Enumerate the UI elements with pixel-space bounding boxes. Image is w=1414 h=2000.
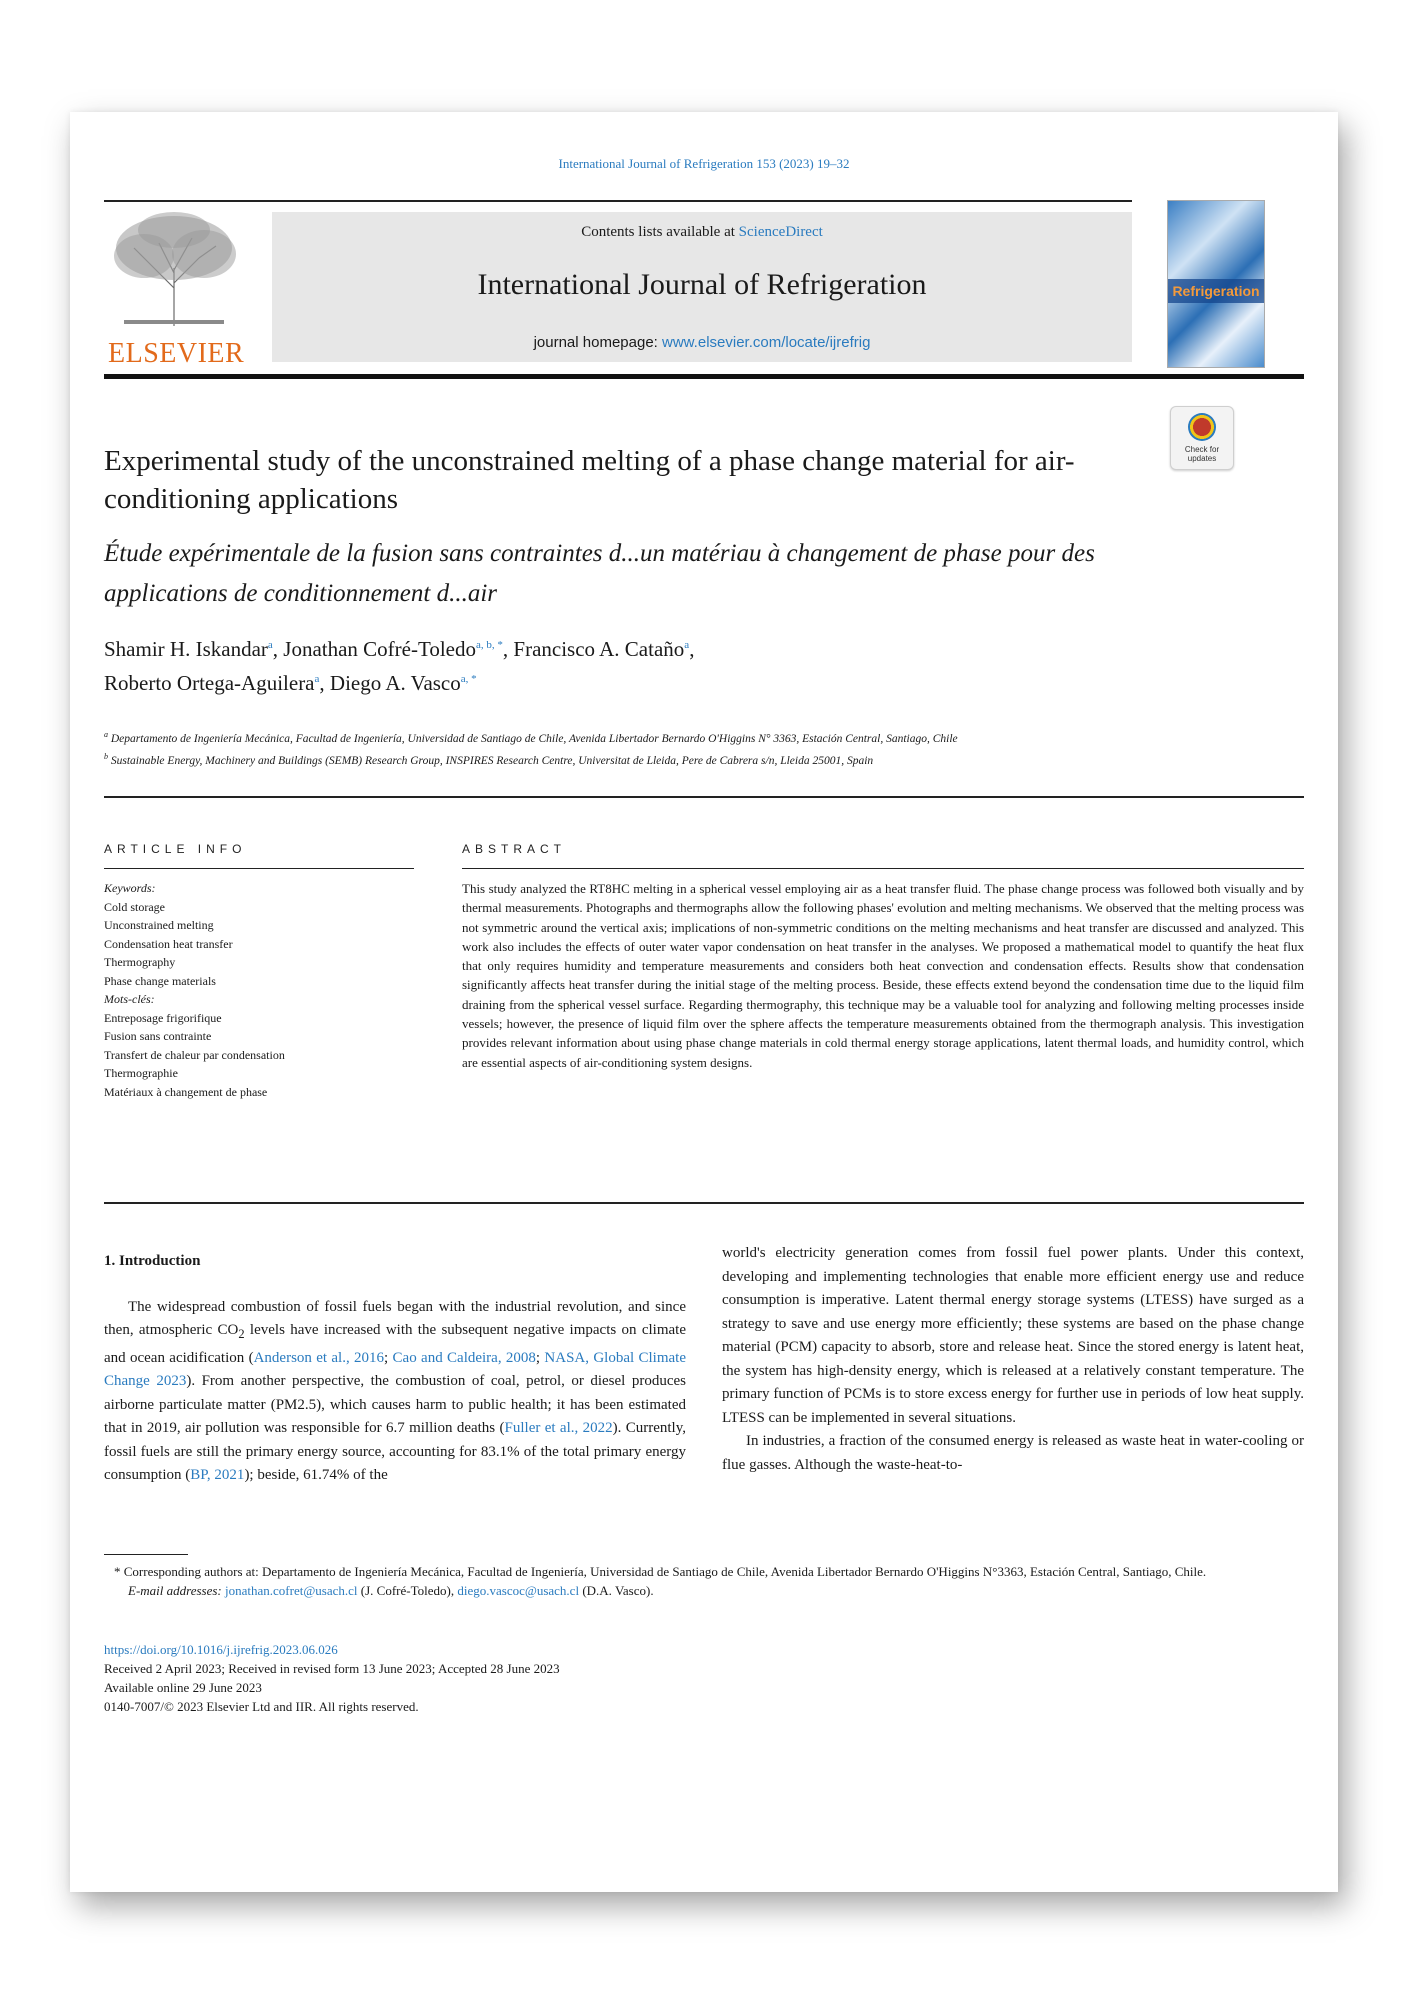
keyword: Unconstrained melting <box>104 918 214 932</box>
cover-title: Refrigeration <box>1172 283 1260 299</box>
author-sep: , <box>502 637 514 661</box>
author-affil-mark[interactable]: a, * <box>460 673 477 685</box>
email-note <box>104 1581 1304 1600</box>
email-owner: (D.A. Vasco). <box>579 1583 654 1598</box>
keyword: Cold storage <box>104 899 165 914</box>
introduction-heading: 1. Introduction <box>104 1253 201 1269</box>
footnote-rule <box>104 1554 188 1555</box>
author-affil-mark[interactable]: a <box>314 673 320 685</box>
journal-homepage <box>272 334 1132 351</box>
elsevier-logo[interactable] <box>104 208 254 370</box>
journal-reference-link[interactable]: International Journal of Refrigeration 153 (2023) 19–32 <box>558 156 850 171</box>
affiliation-text: Sustainable Energy, Machinery and Buildings (SEMB) Research Group, INSPIRES Research Centre, Universitat de Lleida, Pere de Cabrera s/n, Lleida 25001, Spain <box>110 754 874 767</box>
paper-page <box>70 112 1338 1892</box>
intro-paragraph: world's electricity generation comes from fossil fuel power plants. Under this context, developing and implementing technologies that enable more efficient energy use and reduce consumption is imperative. Latent thermal energy storage systems (LTESS) have surged as a strategy to save and use energy more efficiently; these systems are based on the phase change material (PCM) capacity to absorb, store and release heat. Since the stored energy is latent heat, the system has high-density energy, which is released at a relatively constant temperature. The primary function of PCMs is to store excess energy for further use in periods of low heat supply. LTESS can be implemented in several situations. <box>722 1245 1304 1426</box>
affiliation-mark: b <box>104 751 108 761</box>
citation-link[interactable]: NASA, Global Climate Change 2023 <box>104 1349 686 1389</box>
received-dates: Received 2 April 2023; Received in revised form 13 June 2023; Accepted 28 June 2023 <box>104 1661 560 1676</box>
journal-cover-thumbnail[interactable] <box>1167 200 1265 368</box>
corresponding-text: Corresponding authors at: Departamento de Ingeniería Mecánica, Facultad de Ingeniería, Universidad de Santiago de Chile, Avenida Libertador Bernardo O'Higgins N°3363, Estación Central, Santiago, Chile. <box>123 1564 1207 1579</box>
contents-line <box>272 224 1132 241</box>
article-meta <box>104 1640 1304 1716</box>
author-sep: , <box>319 671 330 695</box>
author[interactable]: Jonathan Cofré-Toledo <box>283 637 477 661</box>
publisher-name: ELSEVIER <box>108 338 245 369</box>
email-label: E-mail addresses: <box>128 1583 226 1598</box>
footnotes <box>104 1562 1304 1600</box>
abstract-rule <box>462 868 1304 869</box>
citation-link[interactable]: Anderson et al., 2016 <box>253 1349 385 1366</box>
email-link[interactable]: diego.vascoc@usach.cl <box>457 1583 580 1598</box>
check-for-updates-label: Check for updates <box>1184 445 1220 463</box>
affiliations <box>104 726 1304 770</box>
body-left-column <box>104 1250 686 1488</box>
citation-link[interactable]: Cao and Caldeira, 2008 <box>392 1349 536 1366</box>
abstract <box>462 842 1304 1072</box>
journal-header <box>104 200 1304 370</box>
author-affil-mark[interactable]: a, b, * <box>476 639 503 651</box>
homepage-prefix: journal homepage: <box>533 334 663 351</box>
text-run: levels have increased with the subsequent negative impacts on climate and ocean acidification ( <box>104 1322 686 1366</box>
section-rule <box>104 796 1304 798</box>
keyword: Condensation heat transfer <box>104 936 233 951</box>
keyword: Thermography <box>104 955 176 969</box>
corresponding-note <box>104 1562 1304 1581</box>
header-top-rule <box>104 200 1132 202</box>
author[interactable]: Shamir H. Iskandar <box>104 637 268 661</box>
citation-link[interactable]: Fuller et al., 2022 <box>504 1420 613 1436</box>
article-info-heading: ARTICLE INFO <box>104 842 247 856</box>
footnote-star: * <box>114 1564 124 1579</box>
homepage-link[interactable]: www.elsevier.com/locate/ijrefrig <box>662 334 871 351</box>
abstract-text: This study analyzed the RT8HC melting in a spherical vessel employing air as a heat transfer fluid. The phase change process was followed both visually and by thermal measurements. Photographs and thermographs allow the following phases' evolution and melting mechanisms. We observed that the melting process was not symmetric around the vertical axis; implications of non-symmetric conditions on the melting mechanisms and heat transfer are discussed and analyzed. This work also includes the effects of outer water vapor condensation on heat transfer in the analyses. We proposed a mathematical model to quantify the heat flux that only requires humidity and temperature measurements and considers both heat convection and condensation effects. Results show that condensation significantly affects heat transfer during the initial stage of the melting process. Beside, these effects extend beyond the condensation time due to the liquid film draining from the spherical vessel surface. Regarding thermography, this technique may be a valuable tool for analyzing and following melting processes inside vessels; however, the presence of liquid film over the sphere affects the temperature measurements obtained from the thermograph analysis. This investigation provides relevant information about using phase change materials in cold thermal energy storage applications, latent thermal loads, and humidity control, which are essential aspects of air-conditioning system designs. <box>462 881 1304 1070</box>
author-affil-mark[interactable]: a <box>267 639 273 651</box>
citation-link[interactable]: BP, 2021 <box>190 1467 245 1483</box>
keywords-block <box>104 879 414 1101</box>
author[interactable]: Francisco A. Cataño <box>513 637 685 661</box>
motcle: Transfert de chaleur par condensation <box>104 1047 285 1062</box>
author-list <box>104 630 1204 698</box>
section-rule <box>104 1202 1304 1204</box>
affiliation-text: Departamento de Ingeniería Mecánica, Facultad de Ingeniería, Universidad de Santiago de Chile, Avenida Libertador Bernardo O'Higgins N° 3363, Estación Central, Santiago, Chile <box>110 732 958 745</box>
journal-banner <box>272 212 1132 362</box>
check-for-updates-button[interactable] <box>1170 406 1234 470</box>
intro-paragraph <box>104 1296 686 1488</box>
article-info-rule <box>104 868 414 869</box>
motcle: Fusion sans contrainte <box>104 1029 212 1043</box>
elsevier-tree-icon <box>104 208 244 328</box>
journal-title: International Journal of Refrigeration <box>477 268 927 301</box>
article-title: Experimental study of the unconstrained melting of a phase change material for air-conditioning applications <box>104 445 1075 515</box>
text-run: ; <box>535 1349 545 1366</box>
text-run: The widespread combustion of fossil fuels began with the industrial revolution, and since then, atmospheric CO <box>104 1298 686 1338</box>
email-link[interactable]: jonathan.cofret@usach.cl <box>225 1583 358 1598</box>
author-sep: , <box>272 637 284 661</box>
contents-prefix: Contents lists available at <box>581 224 739 240</box>
intro-paragraph: In industries, a fraction of the consumed energy is released as waste heat in water-cooling or flue gasses. Although the waste-heat-to- <box>722 1433 1304 1473</box>
keywords-label: Keywords: <box>104 881 156 895</box>
copyright: 0140-7007/© 2023 Elsevier Ltd and IIR. All rights reserved. <box>104 1699 419 1714</box>
article-info <box>104 842 414 1101</box>
author[interactable]: Roberto Ortega-Aguilera <box>104 671 315 695</box>
crossmark-icon <box>1188 413 1216 441</box>
affiliation <box>104 748 1304 770</box>
abstract-heading: ABSTRACT <box>462 842 567 856</box>
article-subtitle-fr: Étude expérimentale de la fusion sans contraintes d...un matériau à changement de phase pour des applications de conditionnement d...air <box>104 540 1095 607</box>
motcle: Thermographie <box>104 1066 178 1080</box>
online-date: Available online 29 June 2023 <box>104 1680 262 1695</box>
author-affil-mark[interactable]: a <box>684 639 690 651</box>
doi-link[interactable]: https://doi.org/10.1016/j.ijrefrig.2023.06.026 <box>104 1642 338 1657</box>
text-run: 2 <box>238 1327 245 1341</box>
email-owner: (J. Cofré-Toledo), <box>357 1583 458 1598</box>
body-right-column <box>722 1242 1304 1477</box>
keyword: Phase change materials <box>104 973 216 988</box>
motcle: Matériaux à changement de phase <box>104 1084 268 1099</box>
affiliation <box>104 726 1304 748</box>
author[interactable]: Diego A. Vasco <box>329 671 461 695</box>
author-sep: , <box>689 637 695 661</box>
text-run: ). Currently, fossil fuels are still the primary energy source, accounting for 83.1% of the total primary energy consumption ( <box>104 1420 686 1483</box>
text-run: ; <box>384 1349 393 1366</box>
motscles-label: Mots-clés: <box>104 992 155 1006</box>
header-rule <box>104 374 1304 379</box>
sciencedirect-link[interactable]: ScienceDirect <box>738 224 823 240</box>
text-run: ); beside, 61.74% of the <box>244 1467 388 1483</box>
motcle: Entreposage frigorifique <box>104 1010 222 1025</box>
text-run: ). From another perspective, the combustion of coal, petrol, or diesel produces airborne particulate matter (PM2.5), which causes harm to public health; it has been estimated that in 2019, air pollution was responsible for 6.7 million deaths ( <box>104 1373 686 1436</box>
affiliation-mark: a <box>104 730 108 739</box>
